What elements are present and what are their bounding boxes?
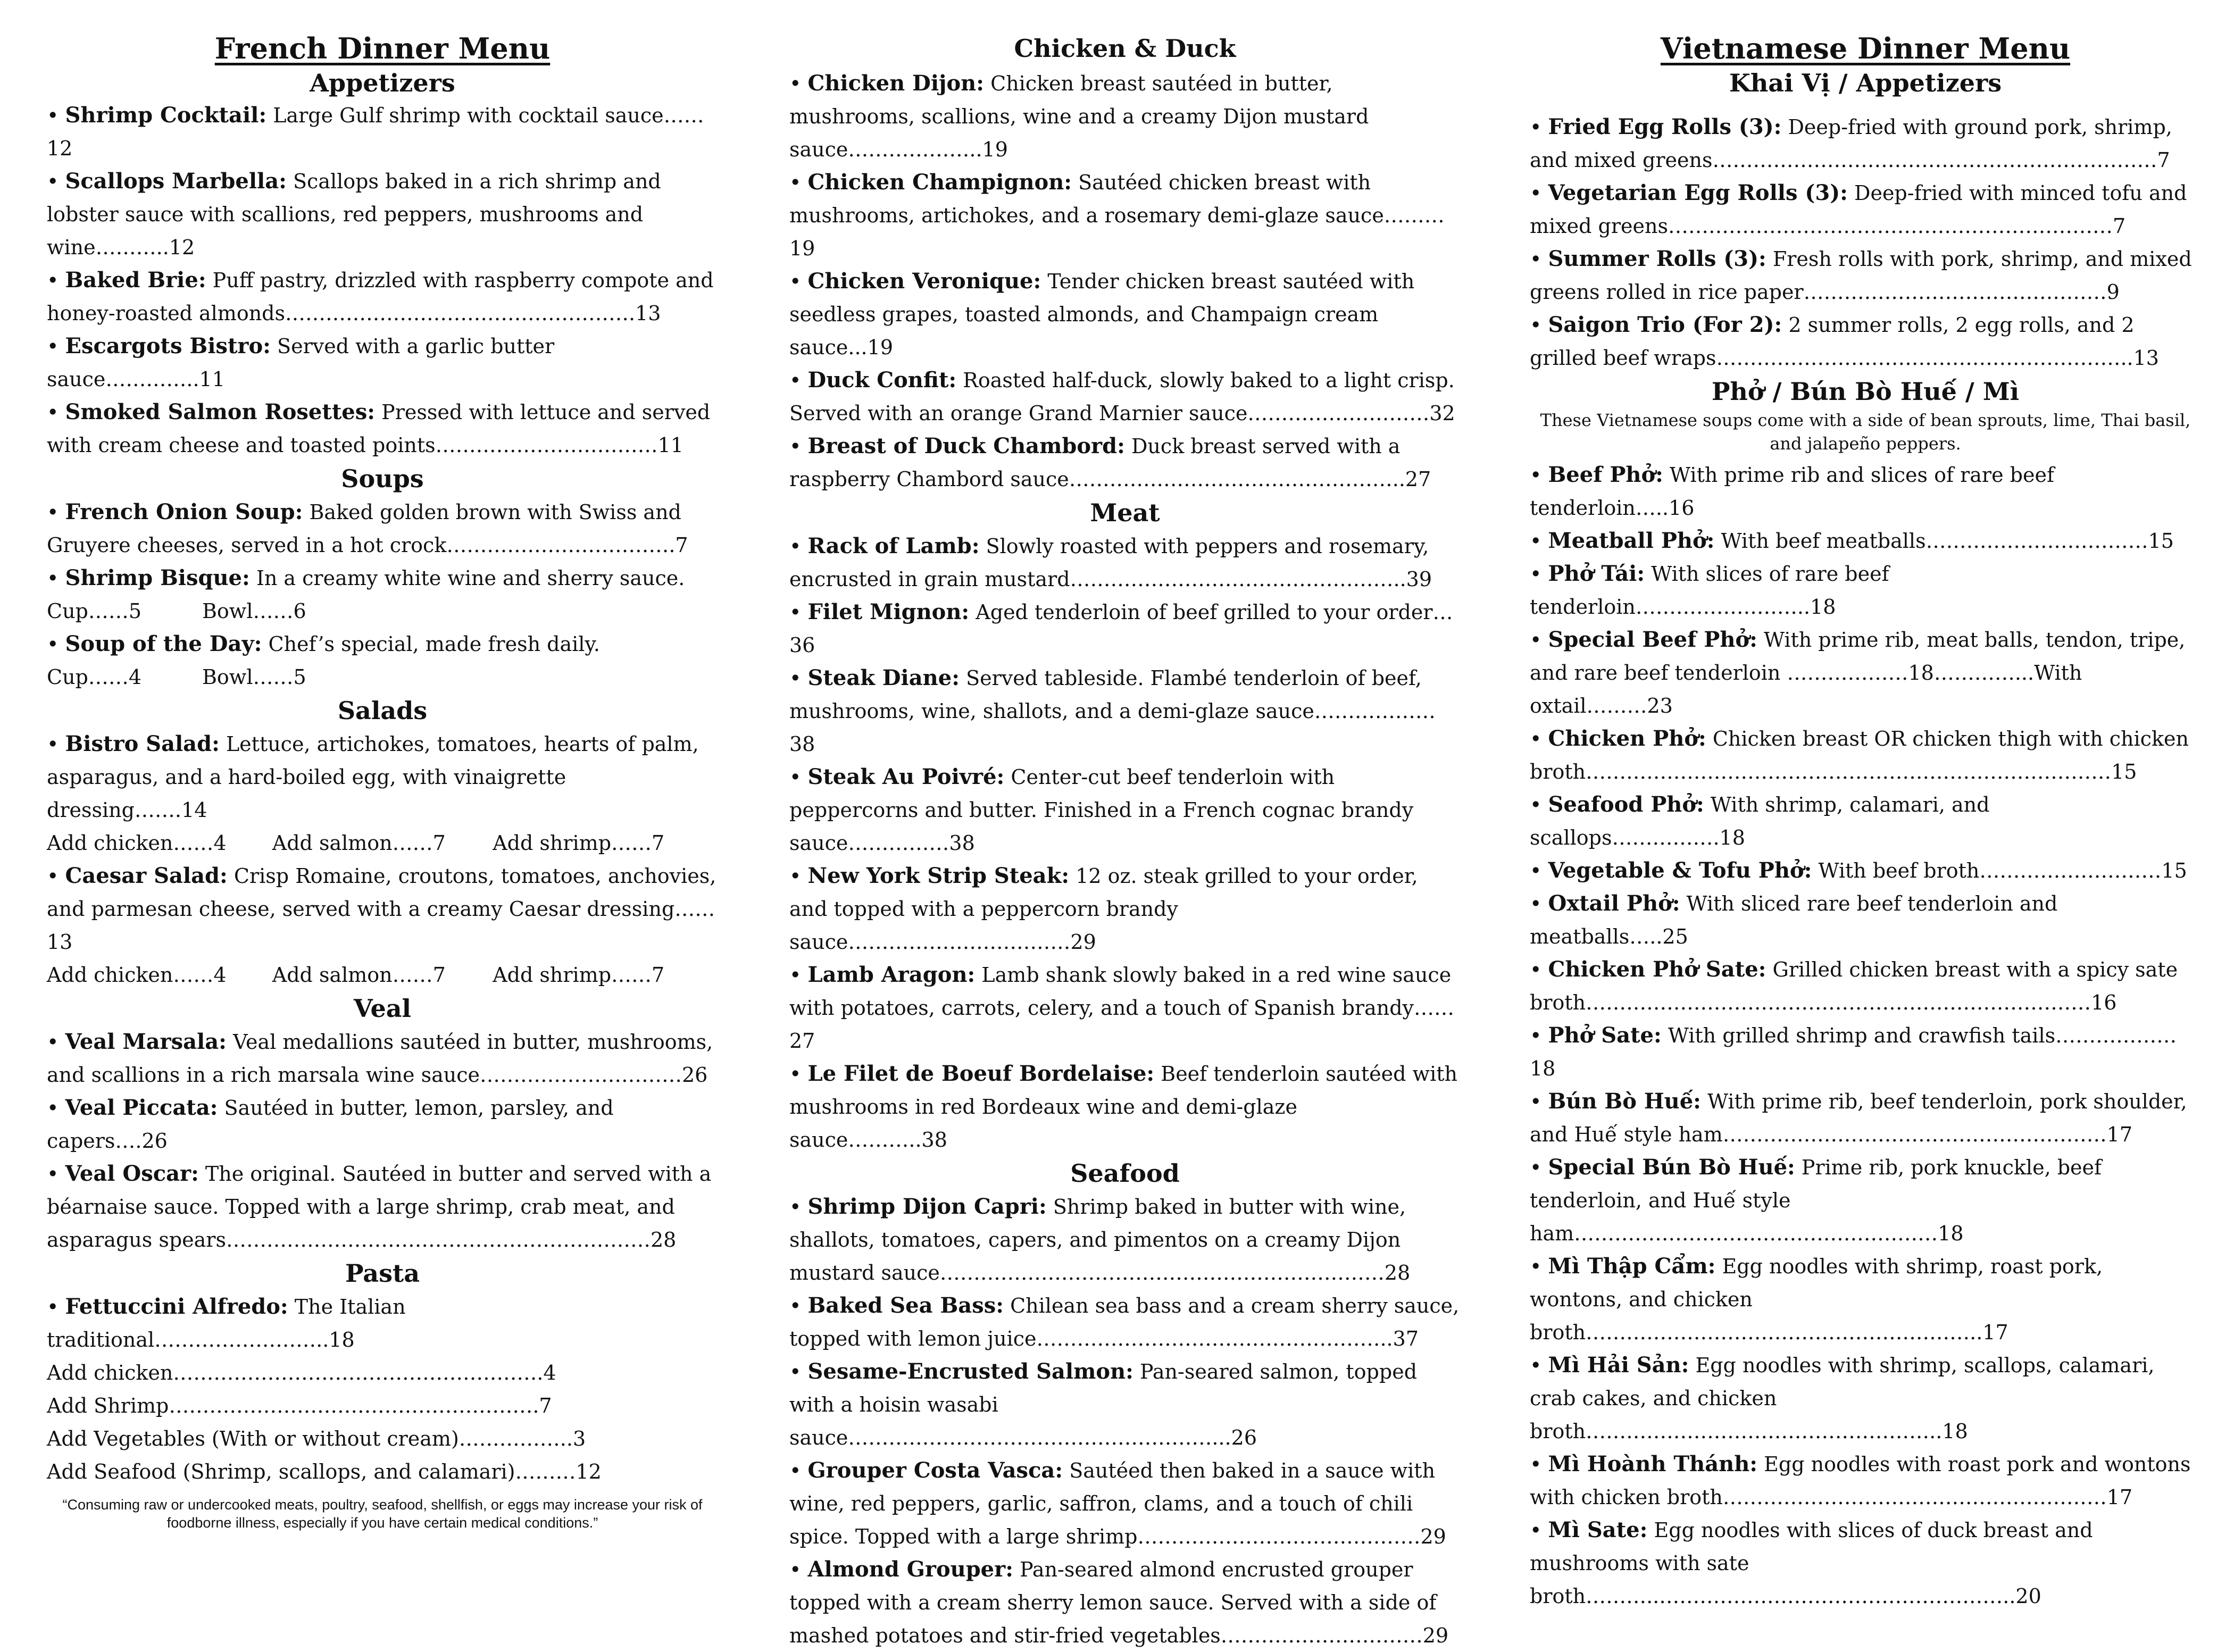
menu-item: • Chicken Phở Sate: Grilled chicken breast with a spicy sate broth…………………………………………………………………16 bbox=[1530, 957, 2178, 1014]
cup-bowl-prices: Cup……5 Bowl……6 bbox=[47, 599, 306, 623]
french-menu-column bbox=[47, 0, 718, 1531]
menu-item: • Scallops Marbella: Scallops baked in a rich shrimp and lobster sauce with scallions, red peppers, mushrooms and wine………..12 bbox=[47, 169, 661, 259]
menu-item: • Mì Thập Cẩm: Egg noodles with shrimp, roast pork, wontons, and chicken broth…………………………………………………..17 bbox=[1530, 1254, 2103, 1344]
pasta-add-on: Add Vegetables (With or without cream)……………..3 bbox=[47, 1427, 586, 1450]
meat-heading: Meat bbox=[1090, 498, 1160, 527]
menu-item: • Bistro Salad: Lettuce, artichokes, tomatoes, hearts of palm, asparagus, and a hard-boiled egg, with vinaigrette dressing…….14 bbox=[47, 731, 699, 822]
menu-item: • Mì Sate: Egg noodles with slices of duck breast and mushrooms with sate broth………..……………………………………………..20 bbox=[1530, 1517, 2093, 1608]
menu-item: • Veal Marsala: Veal medallions sautéed in butter, mushrooms, and scallions in a rich marsala wine sauce…………………………26 bbox=[47, 1029, 713, 1087]
menu-item: • Le Filet de Boeuf Bordelaise: Beef tenderloin sautéed with mushrooms in red Bordeaux wine and demi-glaze sauce………..38 bbox=[789, 1061, 1457, 1152]
appetizers-heading: Appetizers bbox=[310, 69, 455, 97]
menu-item: • Escargots Bistro: Served with a garlic butter sauce…………..11 bbox=[47, 333, 555, 391]
menu-item: • Mì Hải Sản: Egg noodles with shrimp, scallops, calamari, crab cakes, and chicken broth……………………………………………..18 bbox=[1530, 1353, 2155, 1443]
seafood-heading: Seafood bbox=[1070, 1159, 1180, 1188]
foodborne-illness-disclaimer: “Consuming raw or undercooked meats, poultry, seafood, shellfish, or eggs may increase your risk of foodborne illness, especially if you have certain medical conditions.” bbox=[62, 1497, 703, 1531]
menu-item: • Phở Tái: With slices of rare beef tenderloin……………………..18 bbox=[1530, 561, 1889, 619]
french-salads-list bbox=[47, 728, 718, 991]
menu-item: • Vegetable & Tofu Phở: With beef broth………………………15 bbox=[1530, 858, 2187, 883]
meat-list bbox=[789, 530, 1461, 1156]
menu-item: • Mì Hoành Thánh: Egg noodles with roast pork and wontons with chicken broth…………………………………………………17 bbox=[1530, 1451, 2191, 1509]
soups-heading: Soups bbox=[341, 464, 424, 493]
menu-item: • Shrimp Dijon Capri: Shrimp baked in butter with wine, shallots, tomatoes, capers, and pimentos on a creamy Dijon mustard sauce…………………………………………………………28 bbox=[789, 1194, 1411, 1284]
menu-item: • Baked Sea Bass: Chilean sea bass and a cream sherry sauce, topped with lemon juice……………………………………………..37 bbox=[789, 1293, 1460, 1350]
menu-item: • Chicken Dijon: Chicken breast sautéed in butter, mushrooms, scallions, wine and a creamy Dijon mustard sauce………………..19 bbox=[789, 71, 1369, 161]
menu-item: • Special Bún Bò Huế: Prime rib, pork knuckle, beef tenderloin, and Huế style ham………………………………………………18 bbox=[1530, 1155, 2102, 1245]
chicken-duck-heading: Chicken & Duck bbox=[1014, 34, 1236, 63]
menu-item: • Baked Brie: Puff pastry, drizzled with raspberry compote and honey-roasted almonds…………………………………………….13 bbox=[47, 268, 714, 325]
vietnamese-soups-list bbox=[1530, 458, 2201, 1613]
salad-add-ons: Add chicken……4 Add salmon……7 Add shrimp……7 bbox=[47, 963, 665, 987]
menu-item: • Breast of Duck Chambord: Duck breast served with a raspberry Chambord sauce…………………………………………..27 bbox=[789, 433, 1431, 491]
menu-item: • Chicken Veronique: Tender chicken breast sautéed with seedless grapes, toasted almonds, and Champaign cream sauce...19 bbox=[789, 269, 1415, 359]
menu-item: • Summer Rolls (3): Fresh rolls with pork, shrimp, and mixed greens rolled in rice paper………………………………………9 bbox=[1530, 246, 2192, 304]
menu-item: • Rack of Lamb: Slowly roasted with peppers and rosemary, encrusted in grain mustard…………………………………………..39 bbox=[789, 533, 1432, 591]
chicken-duck-list bbox=[789, 67, 1461, 496]
menu-item: • Seafood Phở: With shrimp, calamari, and scallops…………….18 bbox=[1530, 792, 1990, 849]
veal-heading: Veal bbox=[353, 994, 411, 1023]
khai-vi-appetizers-heading: Khai Vị / Appetizers bbox=[1729, 69, 2002, 97]
menu-item: • Steak Diane: Served tableside. Flambé tenderloin of beef, mushrooms, wine, shallots, and a demi-glaze sauce………………38 bbox=[789, 665, 1436, 756]
menu-item: • Duck Confit: Roasted half-duck, slowly baked to a light crisp. Served with an orange Grand Marnier sauce………………………32 bbox=[789, 368, 1455, 425]
salads-heading: Salads bbox=[337, 696, 428, 725]
cup-bowl-prices: Cup……4 Bowl……5 bbox=[47, 665, 306, 689]
menu-item: • Shrimp Bisque: In a creamy white wine and sherry sauce. bbox=[47, 565, 685, 590]
middle-menu-column bbox=[789, 0, 1461, 1647]
menu-item: • New York Strip Steak: 12 oz. steak grilled to your order, and topped with a peppercorn brandy sauce……………………………29 bbox=[789, 863, 1418, 954]
menu-item: • Sesame-Encrusted Salmon: Pan-seared salmon, topped with a hoisin wasabi sauce………………………………………………...26 bbox=[789, 1359, 1418, 1449]
pasta-add-on: Add Shrimp……………………………………………….7 bbox=[47, 1394, 552, 1417]
seafood-list bbox=[789, 1190, 1461, 1652]
french-pasta-list bbox=[47, 1290, 718, 1488]
menu-item: • Steak Au Poivré: Center-cut beef tenderloin with peppercorns and butter. Finished in a French cognac brandy sauce……………38 bbox=[789, 764, 1414, 855]
menu-item: • Shrimp Cocktail: Large Gulf shrimp with cocktail sauce……12 bbox=[47, 103, 704, 160]
menu-item: • Fried Egg Rolls (3): Deep-fried with ground pork, shrimp, and mixed greens…………………………………………………………7 bbox=[1530, 114, 2172, 172]
menu-item: • Chicken Phở: Chicken breast OR chicken thigh with chicken broth……………………………………………………………………15 bbox=[1530, 726, 2189, 783]
menu-item: • Filet Mignon: Aged tenderloin of beef grilled to your order…36 bbox=[789, 599, 1453, 657]
menu-item: • French Onion Soup: Baked golden brown with Swiss and Gruyere cheeses, served in a hot crock…………………………….7 bbox=[47, 499, 688, 557]
pasta-add-on: Add Seafood (Shrimp, scallops, and calamari)………12 bbox=[47, 1460, 602, 1483]
menu-item: • Almond Grouper: Pan-seared almond encrusted grouper topped with a cream sherry lemon sauce. Served with a side of mashed potatoes and stir-fried vegetables…………………………29 bbox=[789, 1557, 1449, 1647]
menu-item: • Chicken Champignon: Sautéed chicken breast with mushrooms, artichokes, and a rosemary demi-glaze sauce………19 bbox=[789, 170, 1445, 260]
salad-add-ons: Add chicken……4 Add salmon……7 Add shrimp……7 bbox=[47, 831, 665, 855]
menu-item: • Meatball Phở: With beef meatballs……………………………15 bbox=[1530, 528, 2174, 553]
french-appetizers-list bbox=[47, 99, 718, 462]
menu-item: • Soup of the Day: Chef’s special, made fresh daily. bbox=[47, 631, 600, 656]
vietnamese-menu-column bbox=[1530, 0, 2201, 1608]
soup-accompaniments-note: These Vietnamese soups come with a side of bean sprouts, lime, Thai basil, and jalapeño peppers. bbox=[1540, 410, 2191, 454]
pasta-heading: Pasta bbox=[345, 1259, 420, 1288]
pasta-add-on: Add chicken……………………………………………….4 bbox=[47, 1361, 556, 1384]
menu-item: • Grouper Costa Vasca: Sautéed then baked in a sauce with wine, red peppers, garlic, saffron, clams, and a touch of chili spice. Topped with a large shrimp……………………………………29 bbox=[789, 1458, 1446, 1548]
french-soups-list bbox=[47, 496, 718, 694]
menu-item: • Smoked Salmon Rosettes: Pressed with lettuce and served with cream cheese and toasted points……………………………11 bbox=[47, 399, 711, 457]
vietnamese-menu-title: Vietnamese Dinner Menu bbox=[1660, 31, 2071, 65]
menu-item: • Special Beef Phở: With prime rib, meat balls, tendon, tripe, and rare beef tenderloin ………………18…………...With oxtail………23 bbox=[1530, 627, 2186, 717]
french-menu-title: French Dinner Menu bbox=[214, 31, 551, 65]
spacer bbox=[1530, 99, 2201, 111]
menu-item: • Oxtail Phở: With sliced rare beef tenderloin and meatballs…..25 bbox=[1530, 891, 2058, 948]
menu-item: • Saigon Trio (For 2): 2 summer rolls, 2 egg rolls, and 2 grilled beef wraps……………………………………………………..13 bbox=[1530, 312, 2159, 370]
menu-item: • Vegetarian Egg Rolls (3): Deep-fried with minced tofu and mixed greens…………………………………………………………7 bbox=[1530, 180, 2187, 238]
menu-item: • Fettuccini Alfredo: The Italian traditional……………………..18 bbox=[47, 1294, 406, 1351]
menu-item: • Beef Phở: With prime rib and slices of rare beef tenderloin…..16 bbox=[1530, 462, 2055, 520]
menu-item: • Lamb Aragon: Lamb shank slowly baked in a red wine sauce with potatoes, carrots, celery, and a touch of Spanish brandy……27 bbox=[789, 962, 1455, 1053]
menu-item: • Phở Sate: With grilled shrimp and crawfish tails………………18 bbox=[1530, 1023, 2177, 1080]
menu-item: • Veal Piccata: Sautéed in butter, lemon, parsley, and capers….26 bbox=[47, 1095, 614, 1153]
menu-item: • Bún Bò Huế: With prime rib, beef tenderloin, pork shoulder, and Huế style ham…………………………………………………17 bbox=[1530, 1089, 2187, 1146]
menu-item: • Veal Oscar: The original. Sautéed in butter and served with a béarnaise sauce. Topped with a large shrimp, crab meat, and asparagus spears………………………………………………………28 bbox=[47, 1161, 712, 1251]
french-veal-list bbox=[47, 1025, 718, 1256]
menu-item: • Caesar Salad: Crisp Romaine, croutons, tomatoes, anchovies, and parmesan cheese, served with a creamy Caesar dressing……13 bbox=[47, 863, 716, 954]
vietnamese-appetizers-list bbox=[1530, 111, 2201, 374]
pho-bun-bo-hue-mi-heading: Phở / Bún Bò Huế / Mì bbox=[1711, 377, 2020, 406]
